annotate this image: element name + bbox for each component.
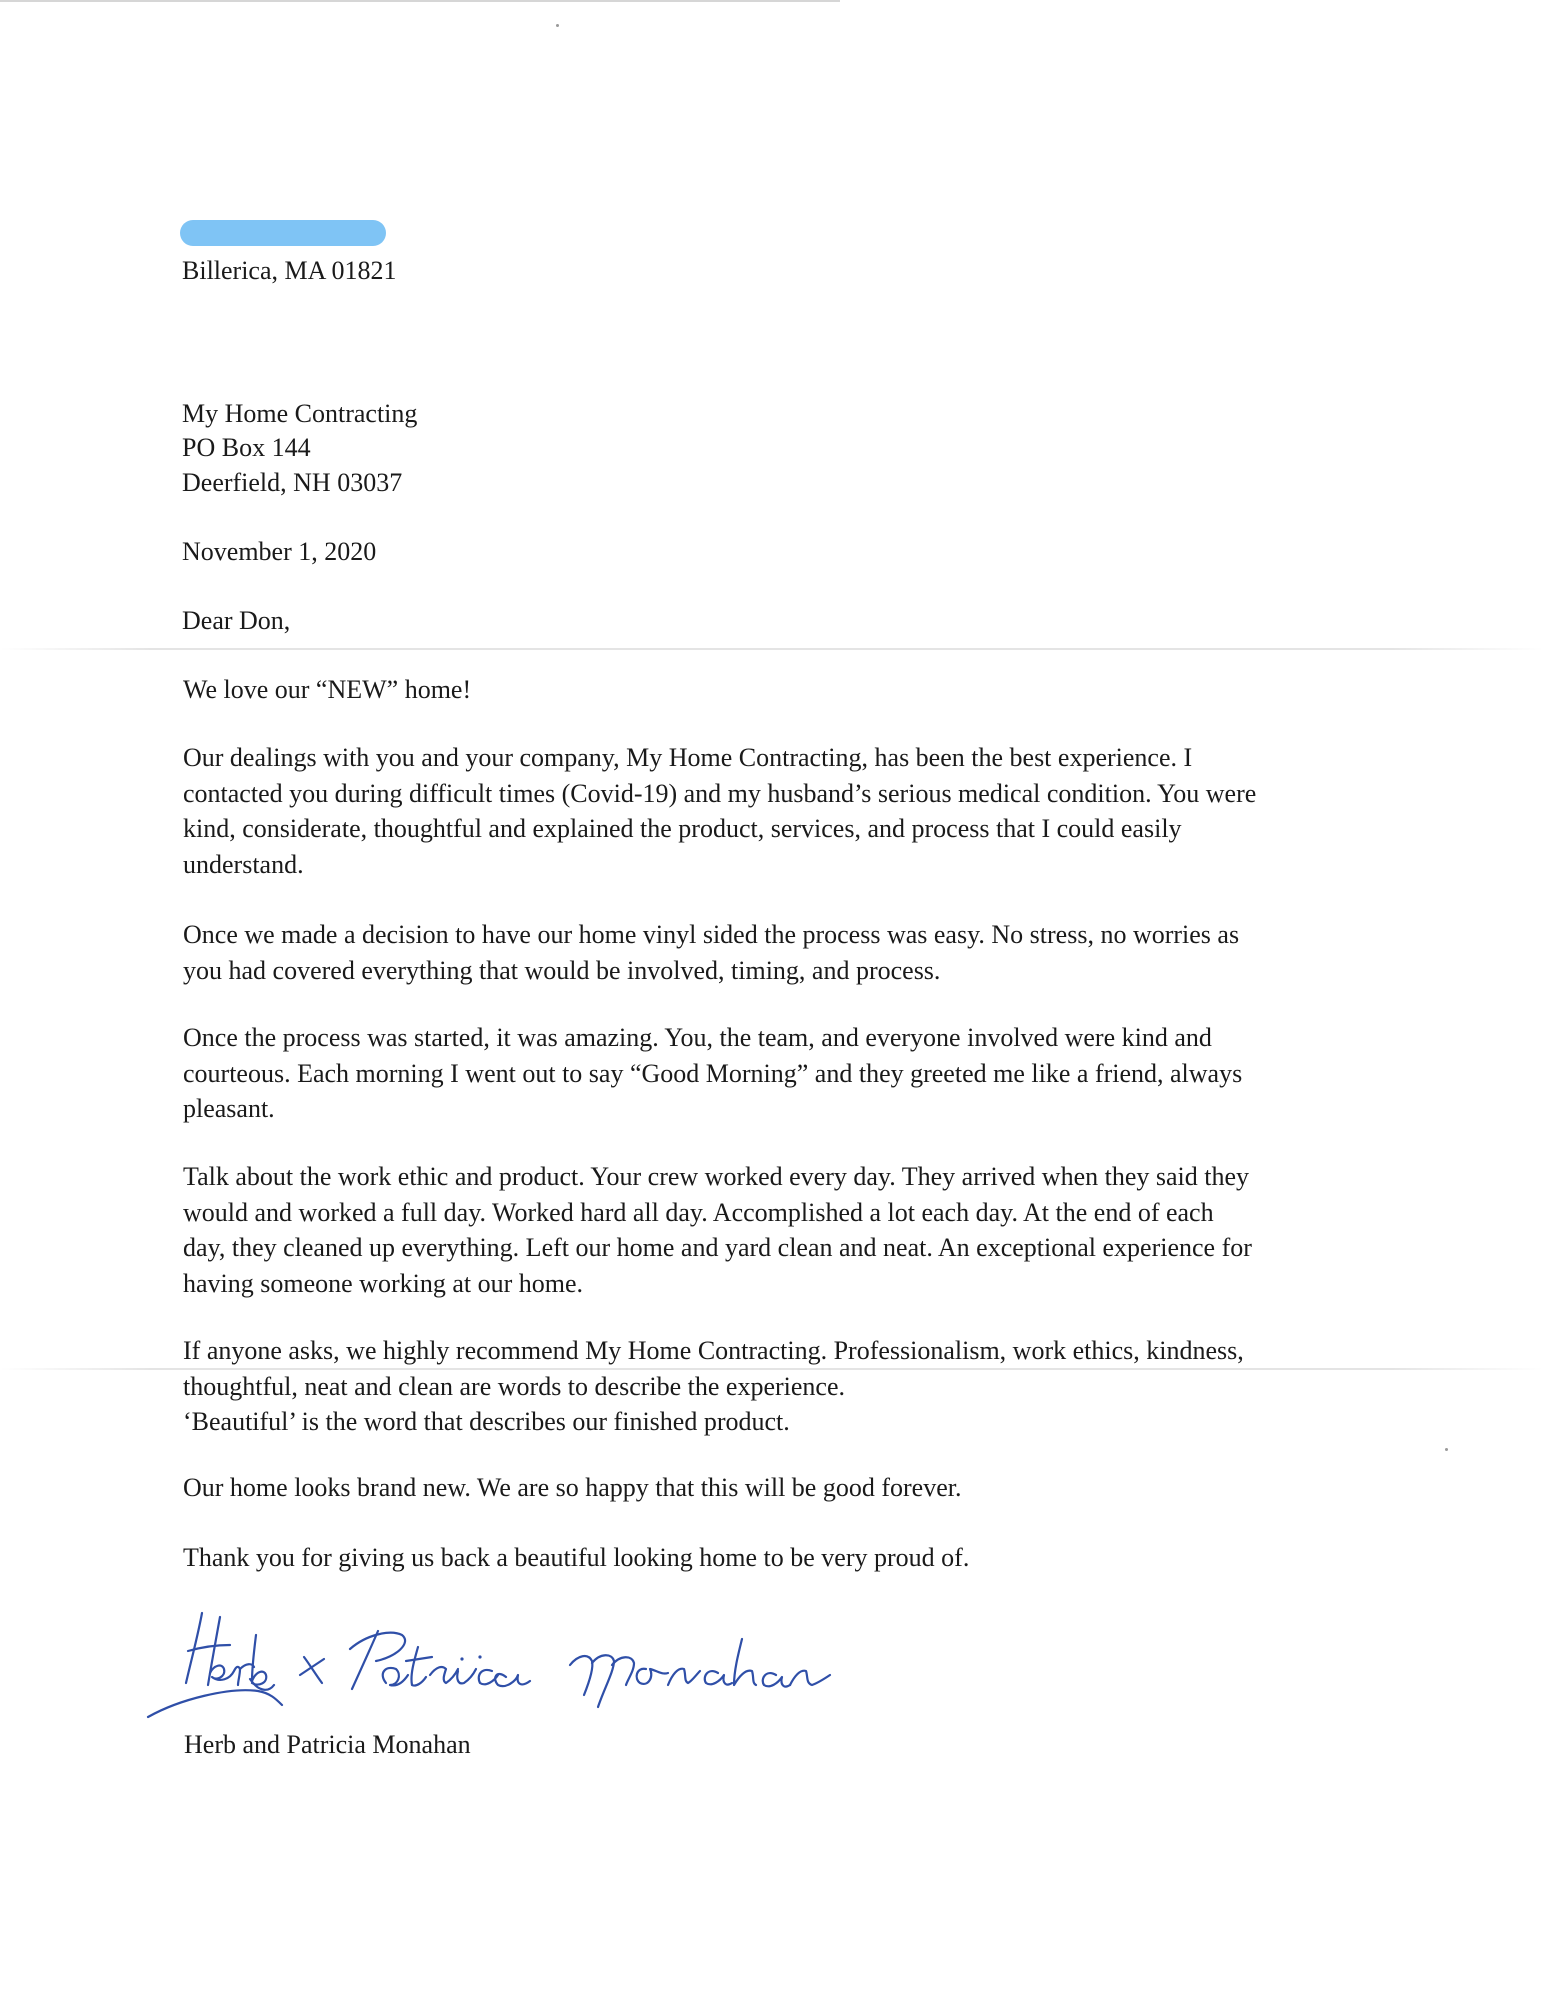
paragraph-line: Talk about the work ethic and product. Your crew worked every day. They arrived when they said they [183, 1162, 1250, 1191]
paragraph-line: kind, considerate, thoughtful and explained the product, services, and process that I could easily [183, 814, 1182, 843]
scan-speck [1445, 1448, 1448, 1451]
paragraph-line: Once we made a decision to have our home vinyl sided the process was easy. No stress, no worries as [183, 920, 1240, 949]
paragraph-6 [183, 1333, 1383, 1440]
paragraph-1 [183, 672, 1383, 708]
paragraph-3 [183, 917, 1383, 988]
paragraph-line: having someone working at our home. [183, 1268, 584, 1298]
paragraph-5 [183, 1159, 1383, 1301]
letter-date: November 1, 2020 [182, 537, 377, 566]
paragraph-line: would and worked a full day. Worked hard all day. Accomplished a lot each day. At the end of each [183, 1197, 1214, 1227]
paragraph-7 [183, 1470, 1383, 1506]
paragraph-line: courteous. Each morning I went out to say “Good Morning” and they greeted me like a friend, always [183, 1058, 1243, 1088]
paragraph-line: pleasant. [183, 1094, 275, 1123]
paragraph-line: ‘Beautiful’ is the word that describes our finished product. [183, 1407, 790, 1436]
paragraph-line: Thank you for giving us back a beautiful looking home to be very proud of. [183, 1543, 970, 1572]
paragraph-line: Our dealings with you and your company, My Home Contracting, has been the best experience. I [183, 743, 1193, 772]
paper-fold-line [0, 648, 1543, 650]
paragraph-line: contacted you during difficult times (Covid-19) and my husband’s serious medical condition. You were [183, 778, 1257, 808]
paragraph-2 [183, 740, 1383, 882]
salutation: Dear Don, [182, 606, 291, 635]
sender-city-line: Billerica, MA 01821 [182, 256, 397, 285]
recipient-company: My Home Contracting [182, 399, 418, 428]
paragraph-4 [183, 1020, 1383, 1127]
redacted-sender-name [180, 220, 386, 246]
paragraph-line: Our home looks brand new. We are so happy that this will be good forever. [183, 1473, 962, 1502]
paragraph-8 [183, 1540, 1383, 1576]
paragraph-line: day, they cleaned up everything. Left our home and yard clean and neat. An exceptional experience for [183, 1233, 1252, 1262]
recipient-city-line: Deerfield, NH 03037 [182, 468, 403, 497]
paragraph-line: Once the process was started, it was amazing. You, the team, and everyone involved were kind and [183, 1023, 1212, 1052]
paragraph-line: We love our “NEW” home! [183, 675, 472, 704]
paragraph-line: understand. [183, 849, 304, 879]
recipient-po-box: PO Box 144 [182, 433, 311, 462]
printed-signer-name: Herb and Patricia Monahan [184, 1730, 471, 1759]
paragraph-line: thoughtful, neat and clean are words to describe the experience. [183, 1371, 845, 1401]
paragraph-line: If anyone asks, we highly recommend My Home Contracting. Professionalism, work ethics, kindness, [183, 1336, 1244, 1365]
scan-speck [556, 24, 559, 27]
handwritten-signature [140, 1595, 900, 1725]
paragraph-line: you had covered everything that would be involved, timing, and process. [183, 955, 941, 985]
scan-edge-line [0, 0, 840, 2]
